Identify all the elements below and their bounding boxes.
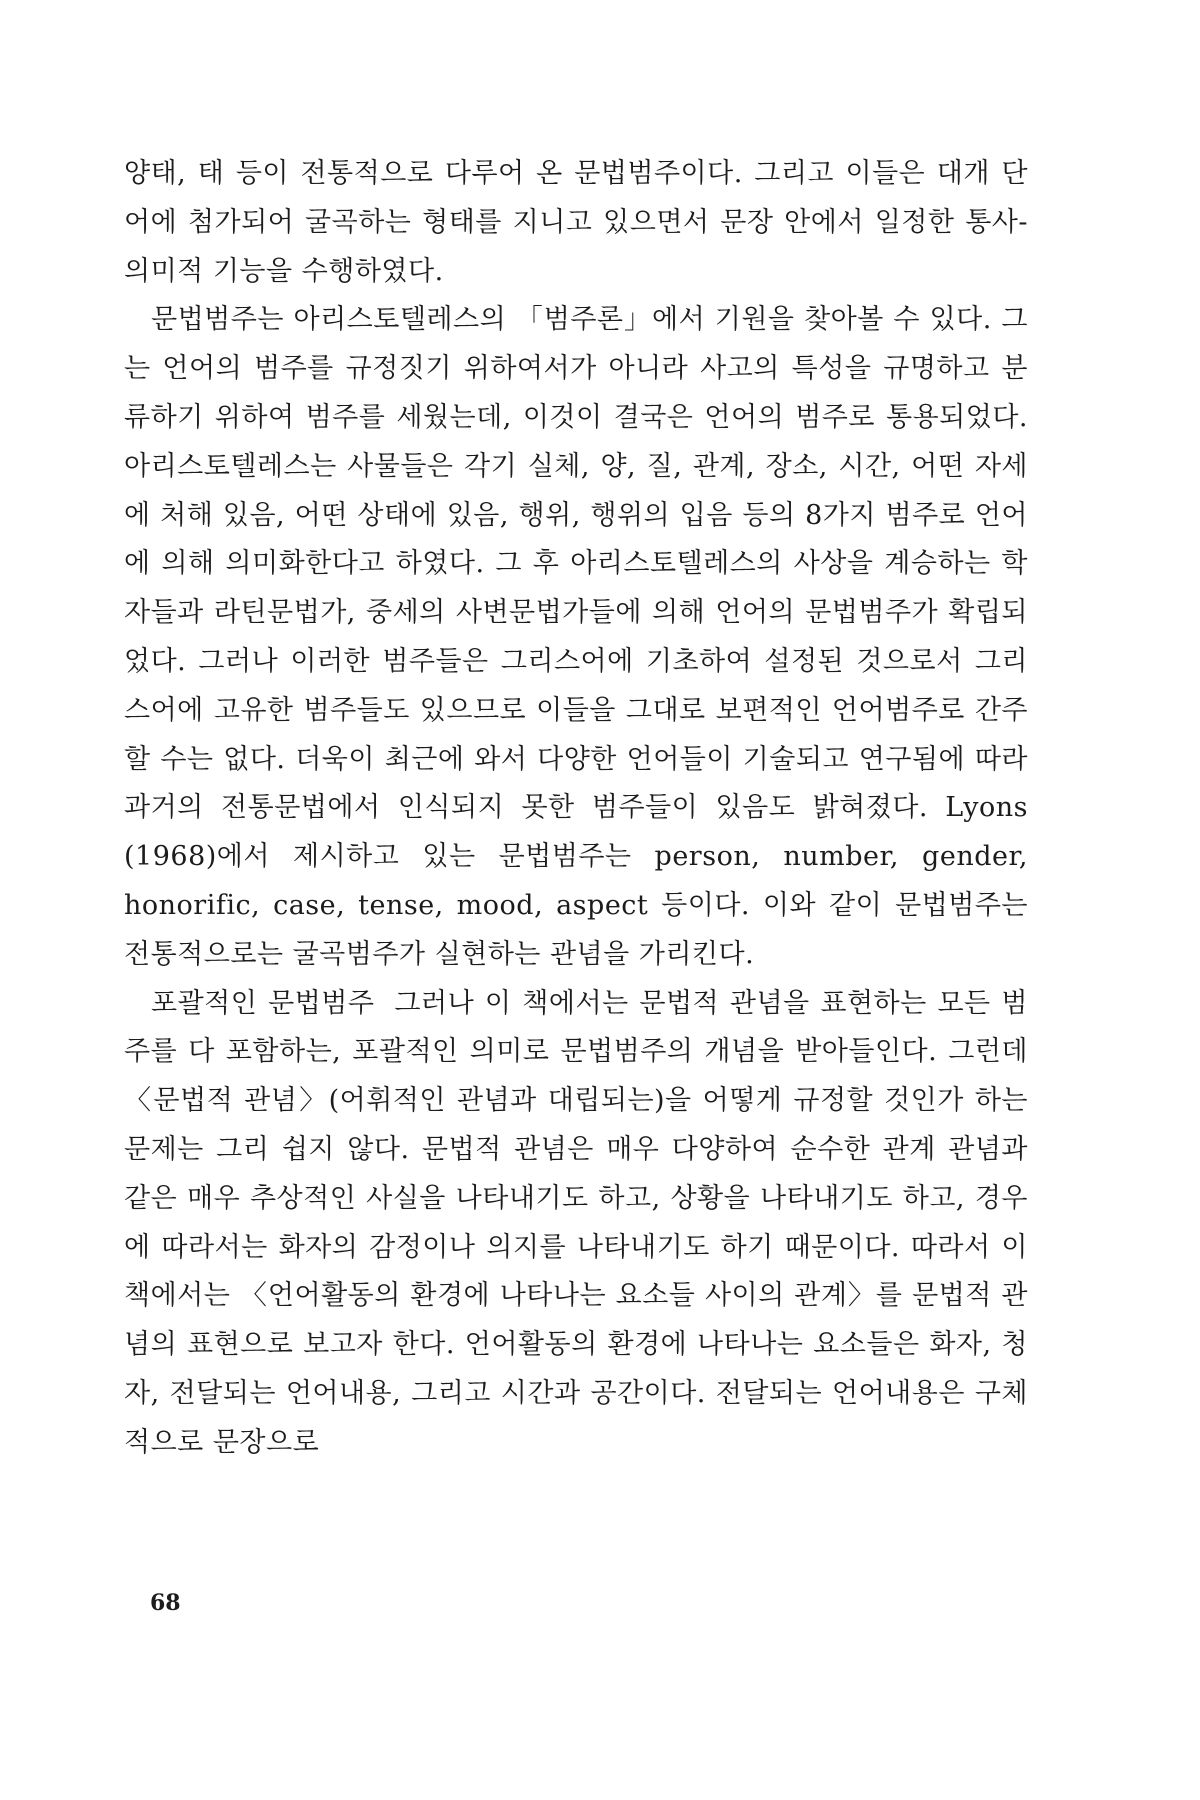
- paragraph-3-text: 그러나 이 책에서는 문법적 관념을 표현하는 모든 범주를 다 포함하는, 포괄적인 의미로 문법범주의 개념을 받아들인다. 그런데 〈문법적 관념〉(어휘적인 관념과 대립되는)을 어떻게 규정할 것인가 하는 문제는 그리 쉽지 않다. 문법적 관념은 매우 다양하여 순수한 관계 관념과 같은 매우 추상적인 사실을 나타내기도 하고, 상황을 나타내기도 하고, 경우에 따라서는 화자의 감정이나 의지를 나타내기도 하기 때문이다. 따라서 이 책에서는 〈언어활동의 환경에 나타나는 요소들 사이의 관계〉를 문법적 관념의 표현으로 보고자 한다. 언어활동의 환경에 나타나는 요소들은 화자, 청자, 전달되는 언어내용, 그리고 시간과 공간이다. 전달되는 언어내용은 구체적으로 문장으로: [124, 987, 1028, 1458]
- paragraph-2: 문법범주는 아리스토텔레스의 「범주론」에서 기원을 찾아볼 수 있다. 그는 언어의 범주를 규정짓기 위하여서가 아니라 사고의 특성을 규명하고 분류하기 위하여 범주를 세웠는데, 이것이 결국은 언어의 범주로 통용되었다. 아리스토텔레스는 사물들은 각기 실체, 양, 질, 관계, 장소, 시간, 어떤 자세에 처해 있음, 어떤 상태에 있음, 행위, 행위의 입음 등의 8가지 범주로 언어에 의해 의미화한다고 하였다. 그 후 아리스토텔레스의 사상을 계승하는 학자들과 라틴문법가, 중세의 사변문법가들에 의해 언어의 문법범주가 확립되었다. 그러나 이러한 범주들은 그리스어에 기초하여 설정된 것으로서 그리스어에 고유한 범주들도 있으므로 이들을 그대로 보편적인 언어범주로 간주할 수는 없다. 더욱이 최근에 와서 다양한 언어들이 기술되고 연구됨에 따라 과거의 전통문법에서 인식되지 못한 범주들이 있음도 밝혀졌다. Lyons (1968)에서 제시하고 있는 문법범주는 person, number, gender, honorific, case, tense, mood, aspect 등이다. 이와 같이 문법범주는 전통적으로는 굴곡범주가 실현하는 관념을 가리킨다.: [124, 304, 1028, 970]
- run-in-heading: 포괄적인 문법범주: [151, 987, 375, 1019]
- body-text: [124, 150, 1028, 1468]
- paragraph-3: [124, 980, 1028, 1468]
- page-number: 68: [150, 1590, 181, 1616]
- paragraph-1: 양태, 태 등이 전통적으로 다루어 온 문법범주이다. 그리고 이들은 대개 단어에 첨가되어 굴곡하는 형태를 지니고 있으면서 문장 안에서 일정한 통사-의미적 기능을 수행하였다.: [124, 158, 1028, 287]
